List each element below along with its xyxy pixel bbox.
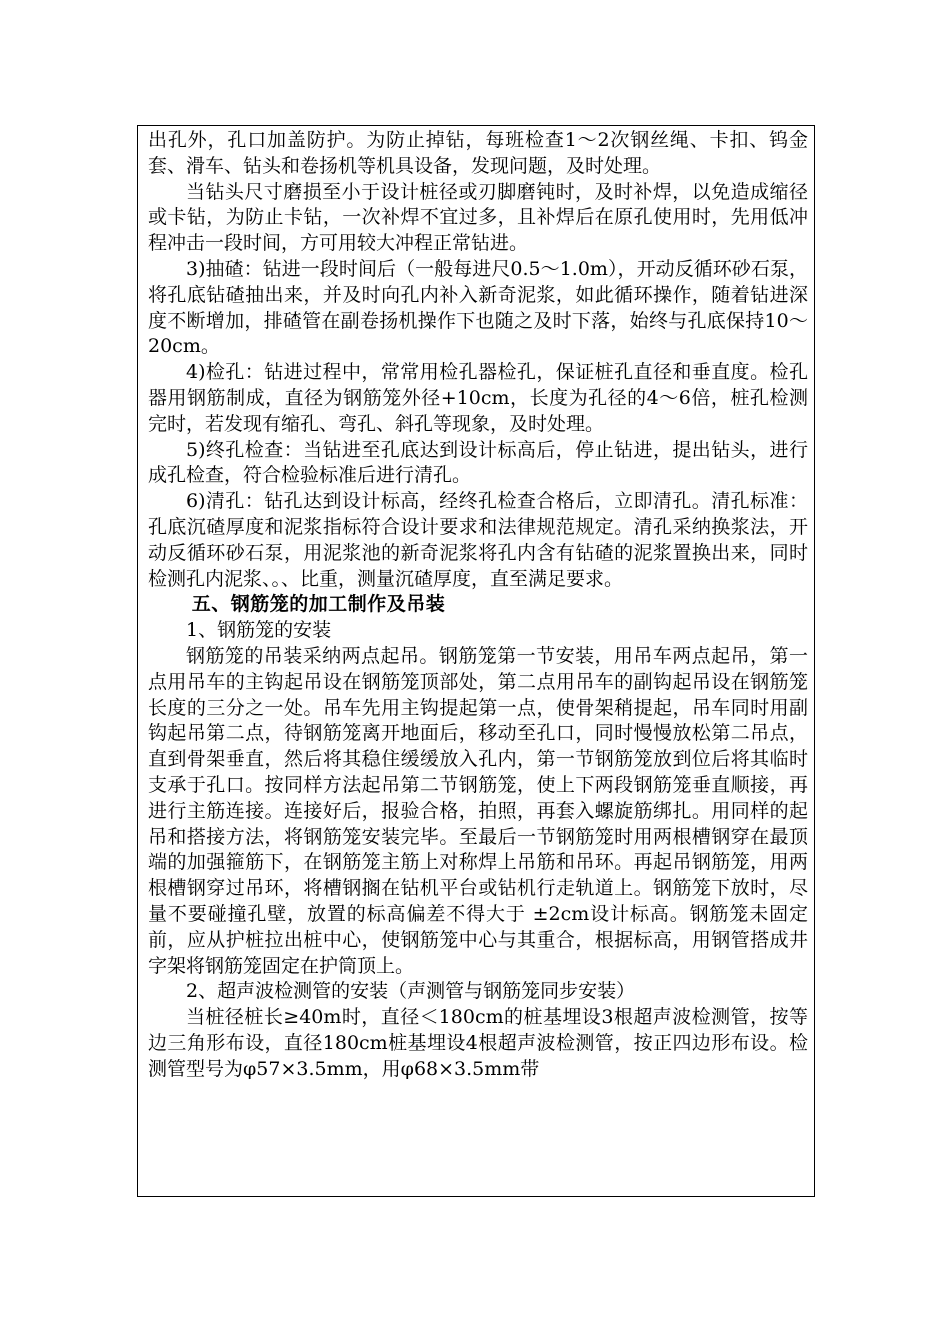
- paragraph-ultrasonic-pipe: 当桩径桩长≥40m时，直径＜180cm的桩基埋设3根超声波检测管，按等边三角形布设，直径180cm桩基埋设4根超声波检测管，按正四边形布设。检测管型号为φ57×3.5mm，用φ68×3.5mm带: [148, 1006, 808, 1080]
- paragraph-rebar-cage-hoisting: 钢筋笼的吊装采纳两点起吊。钢筋笼第一节安装，用吊车两点起吊，第一点用吊车的主钩起吊设在钢筋笼顶部处，第二点用吊车的副钩起吊设在钢筋笼长度的三分之一处。吊车先用主钩提起第一点，使骨架稍提起，吊车同时用副钩起吊第二点，待钢筋笼离开地面后，移动至孔口，同时慢慢放松第二吊点，直到骨架垂直，然后将其稳住缓缓放入孔内，第一节钢筋笼放到位后将其临时支承于孔口。按同样方法起吊第二节钢筋笼，使上下两段钢筋笼垂直顺接，再进行主筋连接。连接好后，报验合格，拍照，再套入螺旋筋绑扎。用同样的起吊和搭接方法，将钢筋笼安装完毕。至最后一节钢筋笼时用两根槽钢穿在最顶端的加强箍筋下，在钢筋笼主筋上对称焊上吊筋和吊环。再起吊钢筋笼，用两根槽钢穿过吊环，将槽钢搁在钻机平台或钻机行走轨道上。钢筋笼下放时，尽量不要碰撞孔壁，放置的标高偏差不得大于 ±2cm设计标高。钢筋笼未固定前，应从护桩拉出桩中心，使钢筋笼中心与其重合，根据标高，用钢管搭成井字架将钢筋笼固定在护筒顶上。: [148, 644, 808, 977]
- paragraph-slag-extraction: 3)抽碴：钻进一段时间后（一般每进尺0.5～1.0m），开动反循环砂石泵，将孔底钻碴抽出来，并及时向孔内补入新奇泥浆，如此循环操作，随着钻进深度不断增加，排碴管在副卷扬机操作下也随之及时下落，始终与孔底保持10～20cm。: [148, 257, 808, 358]
- subheading-rebar-cage-installation: 1、钢筋笼的安装: [186, 619, 332, 642]
- paragraph-drill-repair: 当钻头尺寸磨损至小于设计桩径或刃脚磨钝时，及时补焊，以免造成缩径或卡钻，为防止卡钻，一次补焊不宜过多，且补焊后在原孔使用时，先用低冲程冲击一段时间，方可用较大冲程正常钻进。: [148, 180, 808, 255]
- paragraph-final-hole-check: 5)终孔检查：当钻进至孔底达到设计标高后，停止钻进，提出钻头，进行成孔检查，符合检验标准后进行清孔。: [148, 438, 808, 487]
- section-heading-rebar-cage: 五、钢筋笼的加工制作及吊装: [191, 593, 446, 616]
- paragraph-hole-inspection: 4)检孔：钻进过程中，常常用检孔器检孔，保证桩孔直径和垂直度。检孔器用钢筋制成，直径为钢筋笼外径+10cm，长度为孔径的4～6倍，桩孔检测完时，若发现有缩孔、弯孔、斜孔等现象，及时处理。: [148, 361, 808, 435]
- paragraph-continuation: 出孔外，孔口加盖防护。为防止掉钻，每班检查1～2次钢丝绳、卡扣、钨金套、滑车、钻头和卷扬机等机具设备，发现问题，及时处理。: [148, 129, 808, 177]
- document-frame: [137, 125, 815, 1197]
- paragraph-hole-cleaning: 6)清孔：钻孔达到设计标高，经终孔检查合格后，立即清孔。清孔标准：孔底沉碴厚度和泥浆指标符合设计要求和法律规范规定。清孔采纳换浆法，开动反循环砂石泵，用泥浆池的新奇泥浆将孔内含有钻碴的泥浆置换出来，同时检测孔内泥浆、。、比重，测量沉碴厚度，直至满足要求。: [148, 490, 808, 590]
- document-body: [148, 128, 808, 1082]
- subheading-ultrasonic-pipe-installation: 2、超声波检测管的安装（声测管与钢筋笼同步安装）: [186, 980, 636, 1003]
